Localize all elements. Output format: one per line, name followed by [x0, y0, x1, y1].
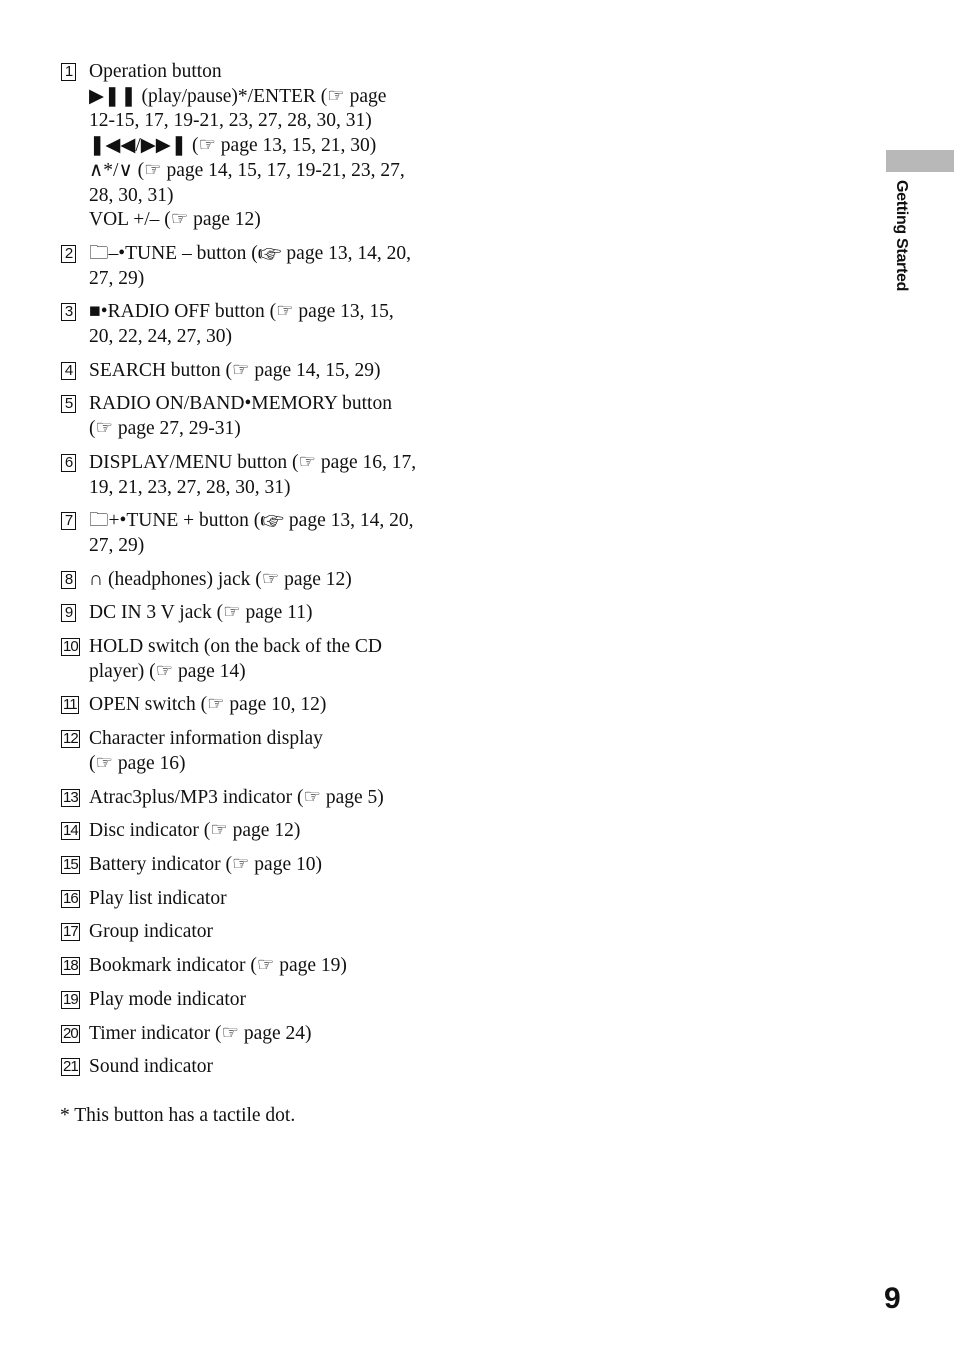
item-text-line: 28, 30, 31) [89, 184, 174, 206]
item-text-line: Character information display [89, 728, 323, 750]
item-text-line: Sound indicator [89, 1056, 214, 1078]
list-item [60, 853, 460, 878]
item-text-line: ∧*/∨ (☞ page 14, 15, 17, 19-21, 23, 27, [89, 159, 405, 181]
item-text-line: 20, 22, 24, 27, 30) [89, 326, 232, 348]
list-item [60, 693, 460, 718]
item-text-line: (☞ page 16) [89, 752, 186, 774]
item-number: 21 [63, 1058, 78, 1076]
item-text-line: Group indicator [89, 921, 214, 943]
item-number: 8 [61, 571, 76, 589]
list-item [60, 60, 460, 233]
item-number: 20 [63, 1024, 78, 1042]
item-text-line: Play list indicator [89, 887, 227, 909]
list-item [60, 601, 460, 626]
parts-list [60, 60, 460, 1089]
item-number: 18 [63, 957, 78, 975]
item-text-line: ■•RADIO OFF button (☞ page 13, 15, [89, 301, 394, 323]
item-text-line: 27, 29) [89, 534, 145, 556]
item-number: 17 [63, 923, 78, 941]
item-text-line: Play mode indicator [89, 988, 247, 1010]
list-item [60, 635, 460, 684]
section-tab-label: Getting Started [893, 180, 910, 292]
list-item [60, 509, 460, 558]
item-text-line: 19, 21, 23, 27, 28, 30, 31) [89, 476, 291, 498]
item-number: 2 [61, 245, 76, 263]
item-text-line: Operation button [89, 61, 222, 82]
list-item [60, 1055, 460, 1080]
list-item [60, 451, 460, 500]
item-text-line: 27, 29) [89, 267, 145, 289]
item-text-line: player) (☞ page 14) [89, 660, 246, 682]
item-text-line: DISPLAY/MENU button (☞ page 16, 17, [89, 451, 417, 473]
list-item [60, 819, 460, 844]
item-text-line: OPEN switch (☞ page 10, 12) [89, 694, 327, 716]
list-item [60, 887, 460, 912]
item-text-line: 🗀–•TUNE – button (☞ page 13, 14, 20, [89, 242, 411, 264]
item-number: 10 [63, 638, 78, 656]
item-text-line: Atrac3plus/MP3 indicator (☞ page 5) [89, 786, 384, 808]
item-number: 19 [63, 990, 78, 1008]
list-item [60, 786, 460, 811]
item-number: 7 [61, 512, 76, 530]
list-item [60, 300, 460, 349]
item-number: 14 [63, 822, 78, 840]
item-number: 1 [61, 63, 76, 81]
item-number: 13 [63, 788, 78, 806]
list-item [60, 392, 460, 441]
item-number: 6 [61, 454, 76, 472]
item-text-line: ❚◀◀/▶▶❚ (☞ page 13, 15, 21, 30) [89, 135, 377, 157]
item-text-line: VOL +/– (☞ page 12) [89, 209, 261, 231]
item-text-line: 🗀+•TUNE + button (☞ page 13, 14, 20, [89, 510, 414, 532]
list-item [60, 727, 460, 776]
item-text-line: SEARCH button (☞ page 14, 15, 29) [89, 359, 381, 381]
item-number: 12 [63, 730, 78, 748]
list-item [60, 954, 460, 979]
footnote: * This button has a tactile dot. [60, 1105, 296, 1126]
list-item [60, 988, 460, 1013]
list-item [60, 1022, 460, 1047]
item-number: 9 [61, 604, 76, 622]
page-number: 9 [884, 1282, 901, 1315]
item-text-line: ▶❚❚ (play/pause)*/ENTER (☞ page [89, 85, 387, 107]
item-text-line: DC IN 3 V jack (☞ page 11) [89, 602, 313, 624]
item-text-line: (☞ page 27, 29-31) [89, 418, 241, 440]
item-number: 5 [61, 395, 76, 413]
list-item [60, 242, 460, 291]
item-text-line: Disc indicator (☞ page 12) [89, 820, 301, 842]
item-text-line: 12-15, 17, 19-21, 23, 27, 28, 30, 31) [89, 110, 372, 132]
item-text-line: RADIO ON/BAND•MEMORY button [89, 393, 392, 415]
item-number: 16 [63, 889, 78, 907]
item-number: 11 [63, 696, 77, 714]
item-text-line: Timer indicator (☞ page 24) [89, 1022, 312, 1044]
item-text-line: Battery indicator (☞ page 10) [89, 853, 322, 875]
list-item [60, 359, 460, 384]
item-number: 3 [61, 303, 76, 321]
list-item [60, 568, 460, 593]
item-text-line: HOLD switch (on the back of the CD [89, 636, 382, 658]
item-number: 4 [61, 362, 76, 380]
item-text-line: Bookmark indicator (☞ page 19) [89, 955, 347, 977]
item-number: 15 [63, 855, 78, 873]
item-text-line: ∩ (headphones) jack (☞ page 12) [89, 568, 352, 590]
section-tab [886, 150, 954, 172]
list-item [60, 920, 460, 945]
